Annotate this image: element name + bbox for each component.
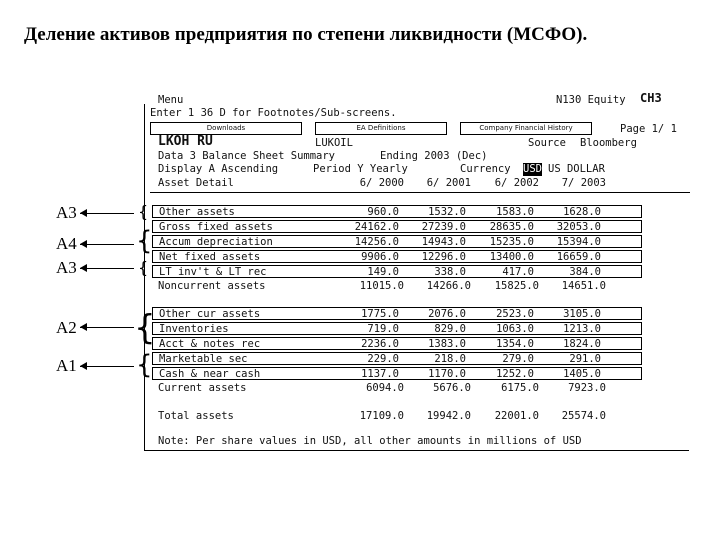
table-row: LT inv't & LT rec 149.0 338.0 417.0 384.0 <box>152 265 642 278</box>
brace-a4: { <box>136 226 153 256</box>
period-line[interactable]: Period Y Yearly <box>313 163 408 175</box>
terminal-left-border <box>144 104 145 450</box>
label-a3-bottom: A3 <box>56 258 77 277</box>
arrowhead-a3-bottom <box>80 264 87 272</box>
bloomberg-terminal <box>150 92 695 452</box>
arrowhead-a3-top <box>80 209 87 217</box>
arrowhead-a4 <box>80 240 87 248</box>
brace-a1: { <box>136 350 153 380</box>
table-row: Inventories 719.0 829.0 1063.0 1213.0 <box>152 322 642 335</box>
history-button[interactable]: Company Financial History <box>460 122 592 135</box>
function-code: N130 Equity <box>556 94 626 106</box>
label-a1: A1 <box>56 356 77 375</box>
hint-line: Enter 1 36 D for Footnotes/Sub-screens. <box>150 107 397 119</box>
table-row: Other assets 960.0 1532.0 1583.0 1628.0 <box>152 205 642 218</box>
table-row: Net fixed assets 9906.0 12296.0 13400.0 16659.0 <box>152 250 642 263</box>
arrow-a4 <box>80 244 134 245</box>
terminal-bottom-border <box>144 450 689 451</box>
currency-code[interactable]: USD <box>523 163 542 175</box>
arrowhead-a2 <box>80 323 87 331</box>
display-line[interactable]: Display A Ascending <box>158 163 279 175</box>
source-label: Source <box>528 137 566 149</box>
brace-a3-bottom: { <box>138 258 149 277</box>
table-row: Accum depreciation 14256.0 14943.0 15235.0 15394.0 <box>152 235 642 248</box>
label-a3-top: A3 <box>56 203 77 222</box>
company-name: LUKOIL <box>315 137 353 149</box>
data-line[interactable]: Data 3 Balance Sheet Summary <box>158 150 336 162</box>
currency-name: US DOLLAR <box>548 163 605 175</box>
arrow-a1 <box>80 366 134 367</box>
table-row: Total assets 17109.0 19942.0 22001.0 25574.0 <box>158 410 606 422</box>
brace-a3-top: { <box>138 202 149 221</box>
downloads-button[interactable]: Downloads <box>150 122 302 135</box>
source-value: Bloomberg <box>580 137 637 149</box>
label-a2: A2 <box>56 318 77 337</box>
ending-label: Ending 2003 (Dec) <box>380 150 488 162</box>
table-row: Noncurrent assets 11015.0 14266.0 15825.0 14651.0 <box>158 280 606 292</box>
arrowhead-a1 <box>80 362 87 370</box>
ticker: LKOH RU <box>158 134 213 149</box>
page-indicator: Page 1/ 1 <box>620 123 677 135</box>
table-header <box>158 177 688 190</box>
arrow-a3-top <box>80 213 134 214</box>
table-row: Gross fixed assets 24162.0 27239.0 28635.0 32053.0 <box>152 220 642 233</box>
currency-label: Currency <box>460 163 511 175</box>
header-col-1: 6/ 2000 <box>359 177 404 189</box>
header-col-4: 7/ 2003 <box>561 177 606 189</box>
header-col-2: 6/ 2001 <box>426 177 471 189</box>
page-title: Деление активов предприятия по степени ликвидности (МСФО). <box>24 24 588 45</box>
header-divider <box>150 192 690 193</box>
arrow-a2 <box>80 327 134 328</box>
table-row: Cash & near cash 1137.0 1170.0 1252.0 1405.0 <box>152 367 642 380</box>
function-code-2: CH3 <box>640 91 662 105</box>
menu-label[interactable]: Menu <box>158 94 184 106</box>
arrow-a3-bottom <box>80 268 134 269</box>
table-row: Other cur assets 1775.0 2076.0 2523.0 3105.0 <box>152 307 642 320</box>
table-row: Current assets 6094.0 5676.0 6175.0 7923.0 <box>158 382 606 394</box>
label-a4: A4 <box>56 234 77 253</box>
brace-a2: { <box>134 308 156 348</box>
table-row: Marketable sec 229.0 218.0 279.0 291.0 <box>152 352 642 365</box>
table-row: Acct & notes rec 2236.0 1383.0 1354.0 1824.0 <box>152 337 642 350</box>
header-label: Asset Detail <box>158 177 234 189</box>
footnote: Note: Per share values in USD, all other amounts in millions of USD <box>158 435 582 447</box>
definitions-button[interactable]: EA Definitions <box>315 122 447 135</box>
header-col-3: 6/ 2002 <box>494 177 539 189</box>
